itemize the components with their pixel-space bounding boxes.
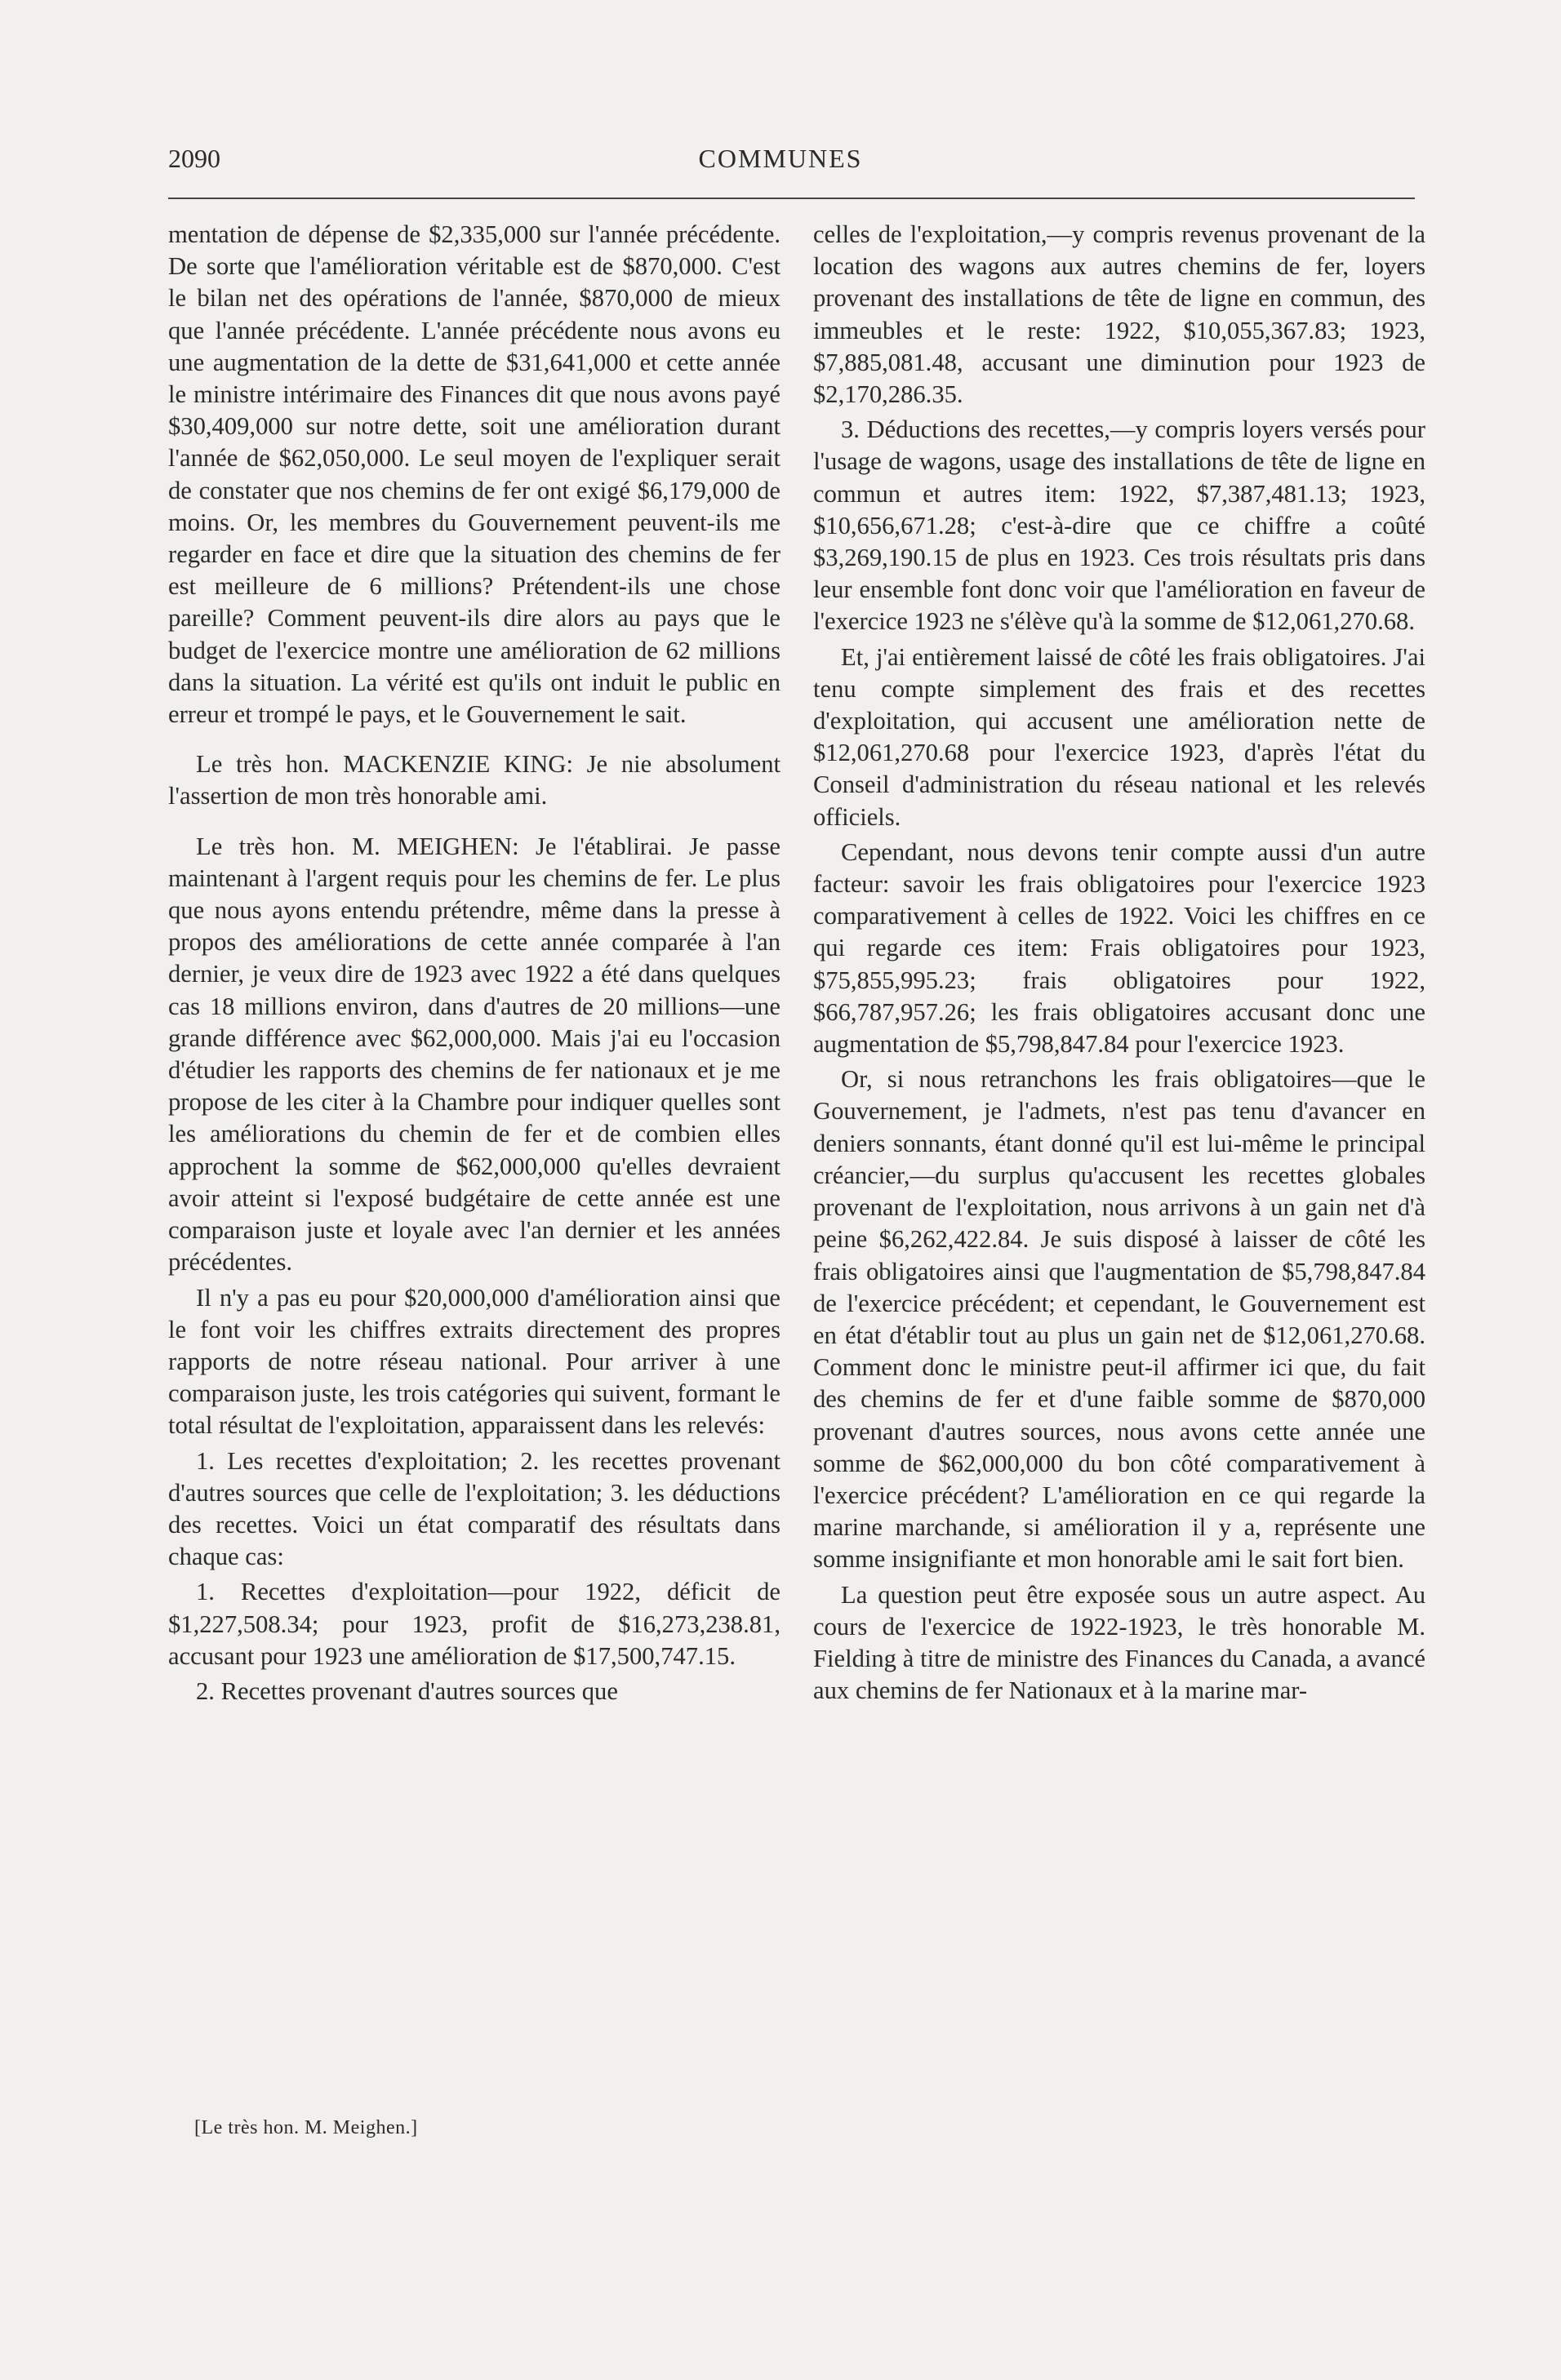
paragraph: 2. Recettes provenant d'autres sources que	[196, 1676, 618, 1705]
speaker-footnote: [Le très hon. M. Meighen.]	[194, 2117, 418, 2138]
paragraph: Le très hon. MACKENZIE KING: Je nie absolument l'assertion de mon très honorable ami.	[168, 750, 780, 810]
page-number: 2090	[168, 144, 220, 173]
paragraph: La question peut être exposée sous un autre aspect. Au cours de l'exercice de 1922-1923, le très honorable M. Fielding à titre de ministre des Finances du Canada, a avancé aux chemins de fer Nationaux et à la marine mar-	[813, 1580, 1425, 1705]
paragraph: Le très hon. M. MEIGHEN: Je l'établirai. Je passe maintenant à l'argent requis pour les chemins de fer. Le plus que nous ayons entendu prétendre, même dans la presse à propos des améliorations de cette année comparée à l'an dernier, je veux dire de 1923 avec 1922 a été dans quelques cas 18 millions environ, dans d'autres de 20 millions—une grande différence avec $62,000,000. Mais j'ai eu l'occasion d'étudier les rapports des chemins de fer nationaux et je me propose de les citer à la Chambre pour indiquer quelles sont les améliorations du chemin de fer et de combien elles approchent la somme de $62,000,000 qu'elles devraient avoir atteint si l'exposé budgétaire de cette année est une comparaison juste et loyale avec l'an dernier et les années précédentes.	[168, 832, 780, 1277]
paragraph: 1. Les recettes d'exploitation; 2. les recettes provenant d'autres sources que celle de l'exploitation; 3. les déductions des recettes. Voici un état comparatif des résultats dans chaque cas:	[168, 1446, 780, 1571]
right-column	[813, 219, 1425, 1707]
paragraph: mentation de dépense de $2,335,000 sur l'année précédente. De sorte que l'amélioration véritable est de $870,000. C'est le bilan net des opérations de l'année, $870,000 de mieux que l'année précédente. L'année précédente nous avons eu une augmentation de la dette de $31,641,000 et cette année le ministre intérimaire des Finances dit que nous avons payé $30,409,000 sur notre dette, soit une amélioration durant l'année de $62,050,000. Le seul moyen de l'expliquer serait de constater que nos chemins de fer ont exigé $6,179,000 de moins. Or, les membres du Gouvernement peuvent-ils me regarder en face et dire que la situation des chemins de fer est meilleure de 6 millions? Prétendent-ils une chose pareille? Comment peuvent-ils dire alors au pays que le budget de l'exercice montre une amélioration de 62 millions dans la situation. La vérité est qu'ils ont induit le public en erreur et trompé le pays, et le Gouvernement le sait.	[168, 220, 780, 729]
left-column	[168, 219, 780, 1707]
paragraph: 3. Déductions des recettes,—y compris loyers versés pour l'usage de wagons, usage des installations de tête de ligne en commun et autres item: 1922, $7,387,481.13; 1923, $10,656,671.28; c'est-à-dire que ce chiffre a coûté $3,269,190.15 de plus en 1923. Ces trois résultats pris dans leur ensemble font donc voir que l'amélioration en faveur de l'exercice 1923 ne s'élève qu'à la somme de $12,061,270.68.	[813, 415, 1425, 636]
running-title: COMMUNES	[698, 144, 863, 173]
header-rule	[168, 198, 1415, 199]
paragraph: Il n'y a pas eu pour $20,000,000 d'amélioration ainsi que le font voir les chiffres extraits directement des propres rapports de notre réseau national. Pour arriver à une comparaison juste, les trois catégories qui suivent, formant le total résultat de l'exploitation, apparaissent dans les relevés:	[168, 1283, 780, 1440]
paragraph: Et, j'ai entièrement laissé de côté les frais obligatoires. J'ai tenu compte simplement des frais et des recettes d'exploitation, qui accusent une amélioration nette de $12,061,270.68 pour l'exercice 1923, d'après l'état du Conseil d'administration du réseau national et les relevés officiels.	[813, 642, 1425, 831]
paragraph: Or, si nous retranchons les frais obligatoires—que le Gouvernement, je l'admets, n'est pas tenu d'avancer en deniers sonnants, étant donné qu'il est lui-même le principal créancier,—du surplus qu'accusent les recettes globales provenant de l'exploitation, nous arrivons à un gain net d'à peine $6,262,422.84. Je suis disposé à laisser de côté les frais obligatoires ainsi que l'augmentation de $5,798,847.84 de l'exercice précédent; et cependant, le Gouvernement est en état d'établir tout au plus un gain net de $12,061,270.68. Comment donc le ministre peut-il affirmer ici que, du fait des chemins de fer et d'une faible somme de $870,000 provenant d'autres sources, nous avons cette année une somme de $62,000,000 du bon côté comparativement à l'exercice précédent? L'amélioration en ce qui regarde la marine marchande, si amélioration il y a, représente une somme insignifiante et mon honorable ami le sait fort bien.	[813, 1065, 1425, 1574]
paragraph: 1. Recettes d'exploitation—pour 1922, déficit de $1,227,508.34; pour 1923, profit de $16,273,238.81, accusant pour 1923 une amélioration de $17,500,747.15.	[168, 1578, 780, 1670]
paragraph: Cependant, nous devons tenir compte aussi d'un autre facteur: savoir les frais obligatoires pour l'exercice 1923 comparativement à celles de 1922. Voici les chiffres en ce qui regarde ces item: Frais obligatoires pour 1923, $75,855,995.23; frais obligatoires pour 1922, $66,787,957.26; les frais obligatoires accusant donc une augmentation de $5,798,847.84 pour l'exercice 1923.	[813, 837, 1425, 1059]
paragraph: celles de l'exploitation,—y compris revenus provenant de la location des wagons aux autres chemins de fer, loyers provenant des installations de tête de ligne en commun, des immeubles et le reste: 1922, $10,055,367.83; 1923, $7,885,081.48, accusant une diminution pour 1923 de $2,170,286.35.	[813, 220, 1425, 409]
